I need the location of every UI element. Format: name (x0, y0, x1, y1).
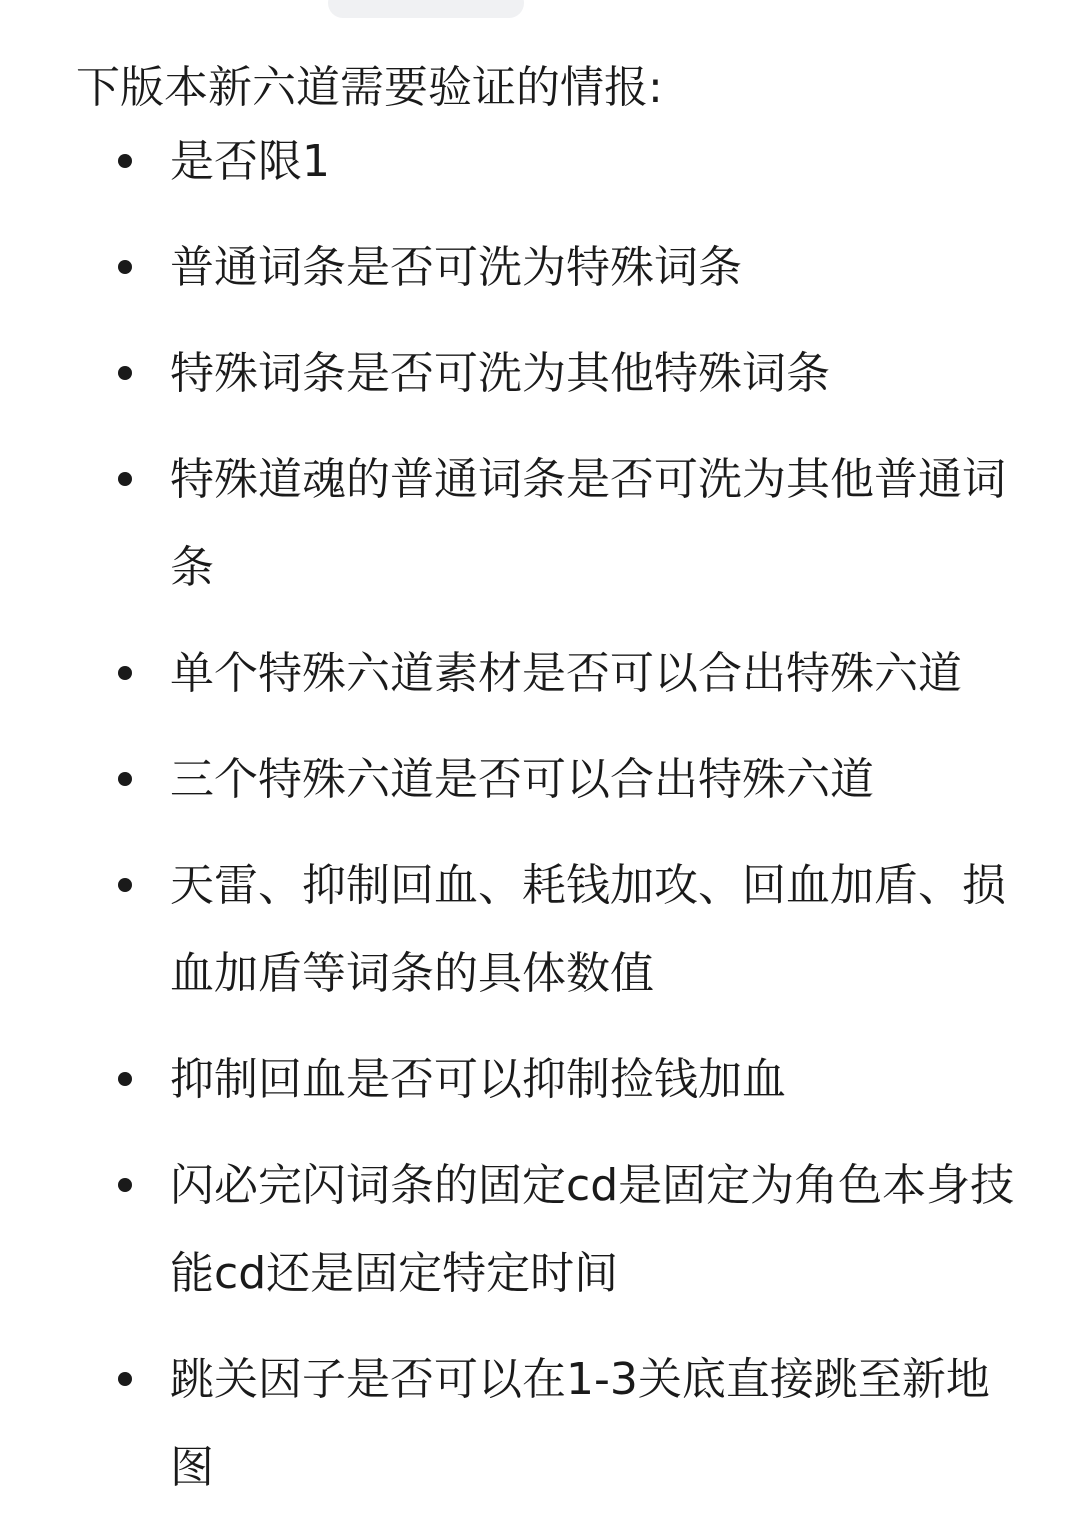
bullet-dot (118, 1372, 132, 1386)
list-item-text: 抑制回血是否可以抑制捡钱加血 (170, 1054, 786, 1105)
list-item-text: 是否限1 (170, 136, 330, 187)
bullet-list (76, 118, 1016, 1512)
list-item (76, 1336, 1016, 1512)
note-content (76, 60, 1016, 1512)
list-item-text: 单个特殊六道素材是否可以合出特殊六道 (170, 648, 962, 699)
list-item (76, 436, 1016, 612)
bullet-dot (118, 666, 132, 680)
bullet-dot (118, 1072, 132, 1086)
note-heading: 下版本新六道需要验证的情报: (76, 62, 663, 113)
list-item (76, 842, 1016, 1018)
bullet-dot (118, 878, 132, 892)
list-item (76, 118, 1016, 206)
list-item (76, 330, 1016, 418)
list-item-text: 闪必完闪词条的固定cd是固定为角色本身技能cd还是固定特定时间 (170, 1160, 1015, 1299)
top-handle (328, 0, 524, 18)
list-item (76, 1142, 1016, 1318)
list-item-text: 特殊道魂的普通词条是否可洗为其他普通词条 (170, 454, 1006, 593)
bullet-dot (118, 472, 132, 486)
list-item (76, 1036, 1016, 1124)
bullet-dot (118, 366, 132, 380)
list-item-text: 三个特殊六道是否可以合出特殊六道 (170, 754, 874, 805)
list-item-text: 普通词条是否可洗为特殊词条 (170, 242, 742, 293)
list-item (76, 630, 1016, 718)
bullet-dot (118, 772, 132, 786)
list-item-text: 天雷、抑制回血、耗钱加攻、回血加盾、损血加盾等词条的具体数值 (170, 860, 1006, 999)
bullet-dot (118, 1178, 132, 1192)
list-item-text: 跳关因子是否可以在1-3关底直接跳至新地图 (170, 1354, 990, 1493)
list-item (76, 224, 1016, 312)
list-item-text: 特殊词条是否可洗为其他特殊词条 (170, 348, 830, 399)
bullet-dot (118, 260, 132, 274)
list-item (76, 736, 1016, 824)
bullet-dot (118, 154, 132, 168)
